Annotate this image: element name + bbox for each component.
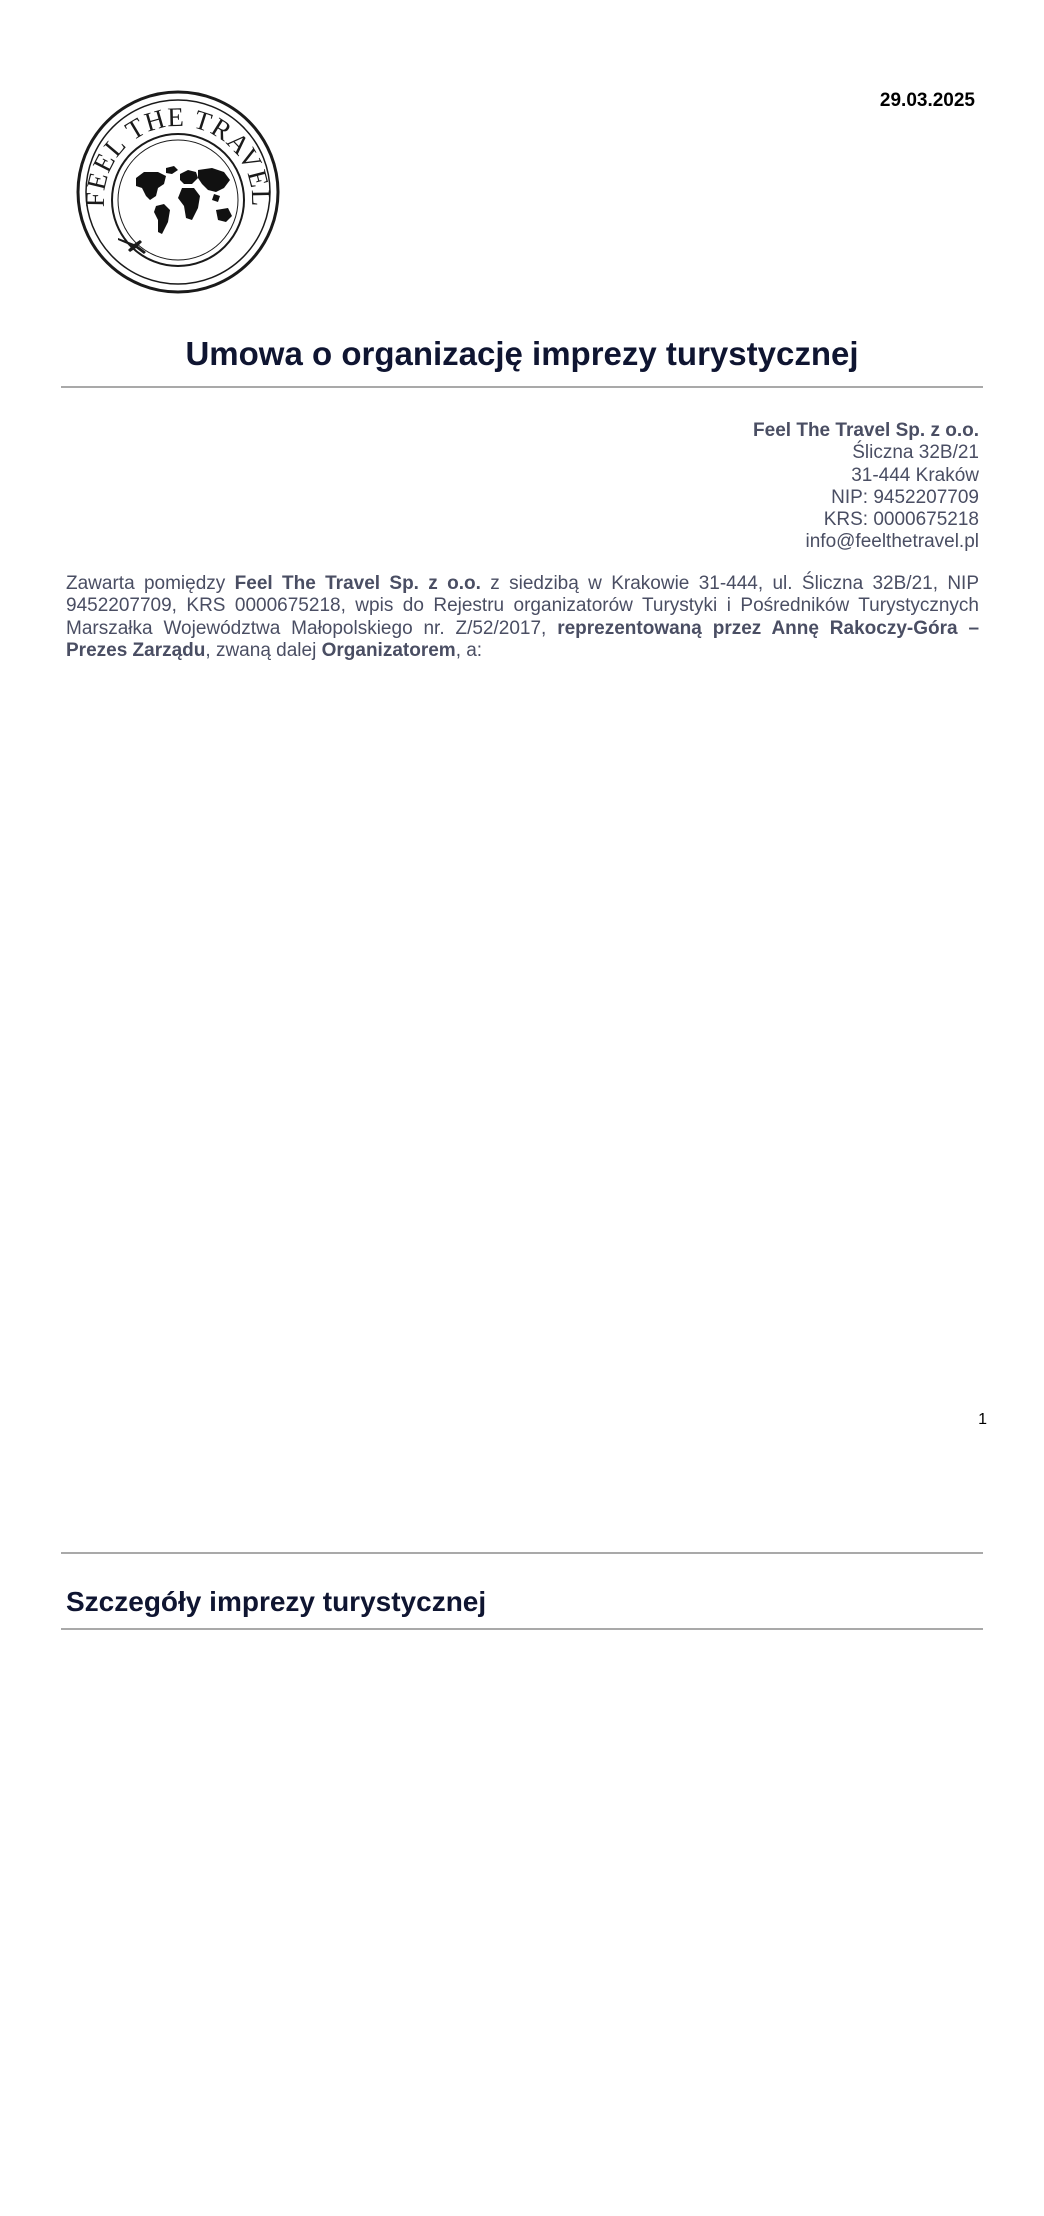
intro-organizer: Organizatorem [321, 639, 456, 661]
title-divider [61, 386, 983, 388]
contract-intro-paragraph [66, 573, 979, 662]
intro-company-name: Feel The Travel Sp. z o.o. [234, 573, 481, 594]
intro-text-4: , a: [455, 639, 483, 661]
intro-text-3: , zwaną dalej [205, 639, 322, 661]
company-email: info@feelthetravel.pl [805, 531, 979, 553]
section-top-divider [61, 1552, 983, 1554]
company-street: Śliczna 32B/21 [852, 442, 979, 464]
intro-text-2: z siedzibą w Krakowie 31-444, ul. Śliczna 32B/21, NIP 9452207709, KRS 0000675218, wpis do Rejestru organizatorów Turystyki i Pośredników Turystycznych Marszałka Województwa Małopolskiego nr. Z/52/2017, [66, 573, 980, 639]
world-map-icon [136, 166, 232, 234]
company-logo [74, 88, 282, 296]
date: 29.03.2025 [879, 90, 975, 111]
airplane-icon [118, 238, 146, 254]
section-title: Szczegóły imprezy turystycznej [66, 1586, 487, 1617]
company-krs: KRS: 0000675218 [823, 509, 979, 531]
company-address-block [753, 420, 979, 554]
company-name: Feel The Travel Sp. z o.o. [753, 420, 979, 441]
intro-text-1: Zawarta pomiędzy [66, 573, 235, 594]
intro-representative: reprezentowaną przez Annę Rakoczy-Góra – Prezes Zarządu [66, 617, 980, 661]
company-nip: NIP: 9452207709 [831, 486, 979, 508]
company-city: 31-444 Kraków [851, 464, 979, 486]
section-bottom-divider [61, 1628, 983, 1630]
page-number: 1 [978, 1411, 987, 1428]
document-title: Umowa o organizację imprezy turystycznej [185, 335, 859, 372]
logo-text: FEEL THE TRAVEL [79, 101, 277, 208]
